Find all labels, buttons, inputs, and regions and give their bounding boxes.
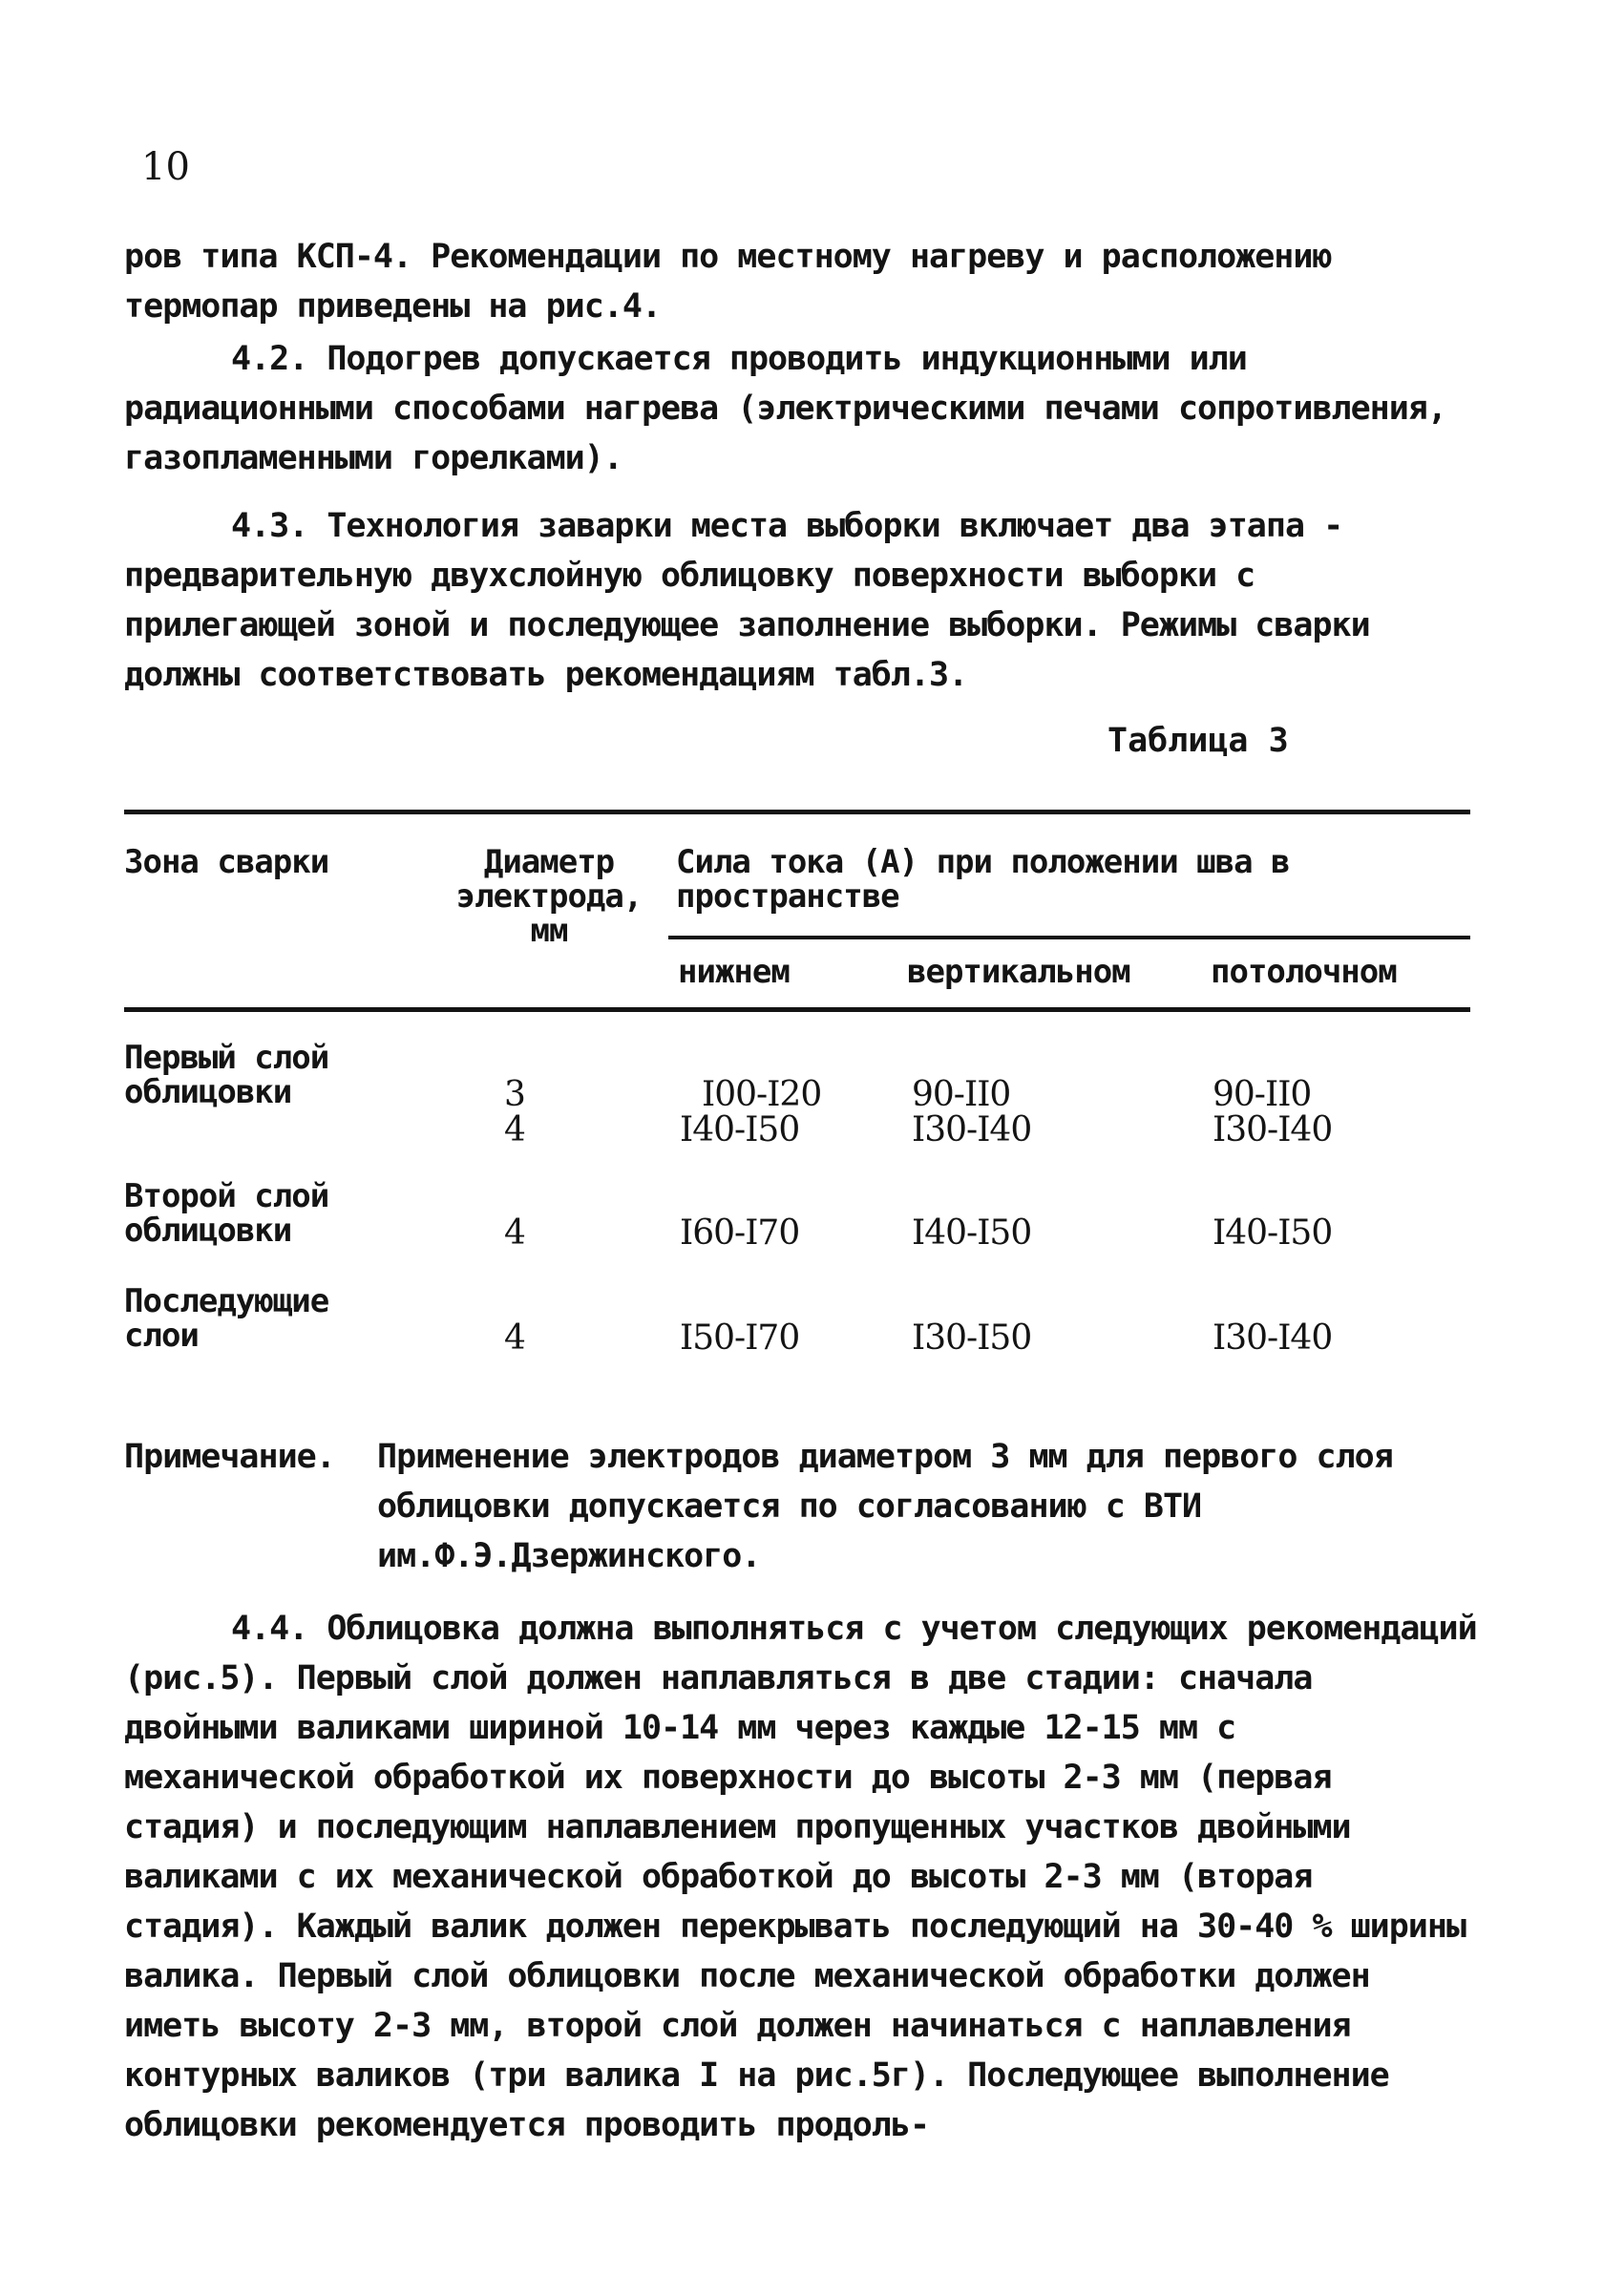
- page-number: 10: [141, 145, 190, 189]
- table-caption: Таблица 3: [1107, 722, 1289, 760]
- row-1-zone: Первый слой облицовки: [124, 1039, 329, 1111]
- row-1-lower: I00-I20: [702, 1075, 822, 1114]
- row-2-lower: I40-I50: [680, 1110, 800, 1149]
- paragraph-4-2-text: 4.2. Подогрев допускается проводить индукционными или радиационными способами нагрева (электрическими печами сопротивления, газопламенными горелками).: [124, 340, 1446, 477]
- header-current: Сила тока (А) при положении шва в пространстве: [676, 843, 1290, 916]
- row-2-ceiling: I30-I40: [1213, 1110, 1333, 1149]
- row-2-vertical: I30-I40: [912, 1110, 1032, 1149]
- row-4-lower: I50-I70: [680, 1318, 800, 1358]
- table-header-bottom-rule: [124, 1007, 1470, 1012]
- row-4-zone: Последующие слои: [124, 1282, 329, 1355]
- row-4-vertical: I30-I50: [912, 1318, 1032, 1358]
- paragraph-4-4: [124, 1604, 1480, 2150]
- row-3-zone: Второй слой облицовки: [124, 1177, 329, 1250]
- row-3-vertical: I40-I50: [912, 1213, 1032, 1253]
- paragraph-4-3: [124, 501, 1480, 700]
- row-4-ceiling: I30-I40: [1213, 1318, 1333, 1358]
- paragraph-4-4-text: 4.4. Облицовка должна выполняться с учетом следующих рекомендаций (рис.5). Первый слой должен наплавляться в две стадии: сначала двойными валиками шириной 10-14 мм через каждые 12-15 мм с механической обработкой их поверхности до высоты 2-3 мм (первая стадия) и последующим наплавлением пропущенных участков двойными валиками с их механической обработкой до высоты 2-3 мм (вторая стадия). Каждый валик должен перекрывать последующий на 30-40 % ширины валика. Первый слой облицовки после механической обработки должен иметь высоту 2-3 мм, второй слой должен начинаться с наплавления контурных валиков (три валика I на рис.5г). Последующее выполнение облицовки рекомендуется проводить продоль-: [124, 1610, 1477, 2144]
- row-2-diameter: 4: [504, 1110, 525, 1149]
- header-lower: нижнем: [678, 953, 790, 991]
- header-diameter: Диаметр электрода, мм: [455, 843, 643, 950]
- row-3-ceiling: I40-I50: [1213, 1213, 1333, 1253]
- table-subheader-rule: [668, 936, 1470, 939]
- header-zone: Зона сварки: [124, 843, 329, 881]
- paragraph-4-3-text: 4.3. Технология заварки места выборки включает два этапа - предварительную двухслойную облицовку поверхности выборки с прилегающей зоной и последующее заполнение выборки. Режимы сварки должны соответствовать рекомендациям табл.3.: [124, 507, 1370, 694]
- row-1-vertical: 90-II0: [912, 1075, 1011, 1114]
- row-3-diameter: 4: [504, 1213, 525, 1253]
- note-text: Применение электродов диаметром 3 мм для первого слоя облицовки допускается по согласованию с ВТИ им.Ф.Э.Дзержинского.: [377, 1438, 1393, 1575]
- paragraph-4-1-end: ров типа КСП-4. Рекомендации по местному нагреву и расположению термопар приведены на рис.4.: [124, 238, 1332, 326]
- header-vertical: вертикальном: [907, 953, 1130, 991]
- table-note: [124, 1432, 1480, 1581]
- row-3-lower: I60-I70: [680, 1213, 800, 1253]
- paragraph-4-2: [124, 334, 1480, 483]
- row-1-diameter: 3: [504, 1075, 525, 1114]
- row-4-diameter: 4: [504, 1318, 525, 1358]
- note-label: Примечание.: [124, 1438, 335, 1476]
- table-top-rule: [124, 810, 1470, 814]
- row-1-ceiling: 90-II0: [1213, 1075, 1312, 1114]
- header-ceiling: потолочном: [1211, 953, 1397, 991]
